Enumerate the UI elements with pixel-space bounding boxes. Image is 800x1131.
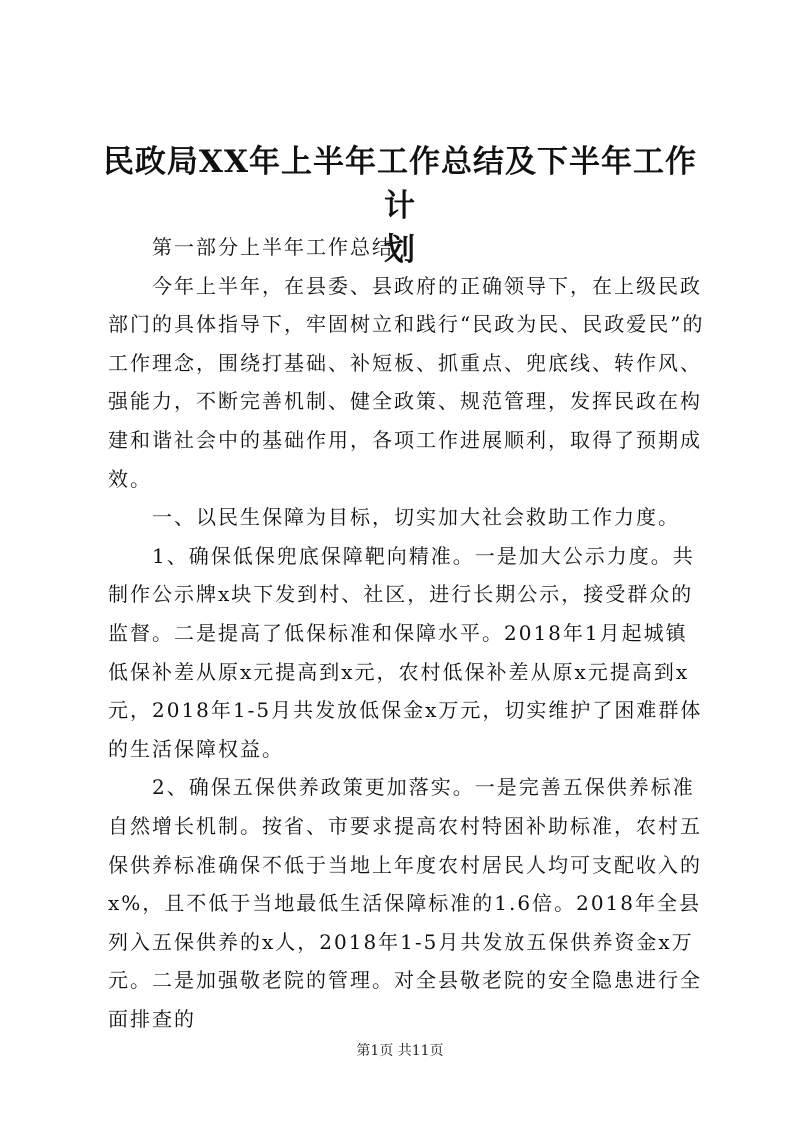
paragraph-item-2: 2、确保五保供养政策更加落实。一是完善五保供养标准自然增长机制。按省、市要求提高农村特困补助标准，农村五保供养标准确保不低于当地上年度农村居民人均可支配收入的x%，且不低于当地最低生活保障标准的1.6倍。2018年全县列入五保供养的x人，2018年1-5月共发放五保供养资金x万元。二是加强敬老院的管理。对全县敬老院的安全隐患进行全面排查的 [108,775,702,1031]
title-line-2: 划 [384,232,416,268]
document-body [108,228,708,1038]
subsection-heading: 一、以民生保障为目标，切实加大社会救助工作力度。 [152,505,680,530]
paragraph-intro: 今年上半年，在县委、县政府的正确领导下，在上级民政部门的具体指导下，牢固树立和践行“民政为民、民政爱民”的工作理念，围绕打基础、补短板、抓重点、兜底线、转作风、强能力，不断完善机制、健全政策、规范管理，发挥民政在构建和谐社会中的基础作用，各项工作进展顺利，取得了预期成效。 [108,273,705,491]
paragraph-item-1: 1、确保低保兜底保障靶向精准。一是加大公示力度。共制作公示牌x块下发到村、社区，进行长期公示，接受群众的监督。二是提高了低保标准和保障水平。2018年1月起城镇低保补差从原x元提高到x元，农村低保补差从原x元提高到x元，2018年1-5月共发放低保金x万元，切实维护了困难群体的生活保障权益。 [108,543,703,761]
section-heading: 第一部分上半年工作总结 [152,235,394,259]
page-footer: 第1页 共11页 [356,1043,444,1059]
title-line-1: 民政局XX年上半年工作总结及下半年工作计 [102,144,698,224]
